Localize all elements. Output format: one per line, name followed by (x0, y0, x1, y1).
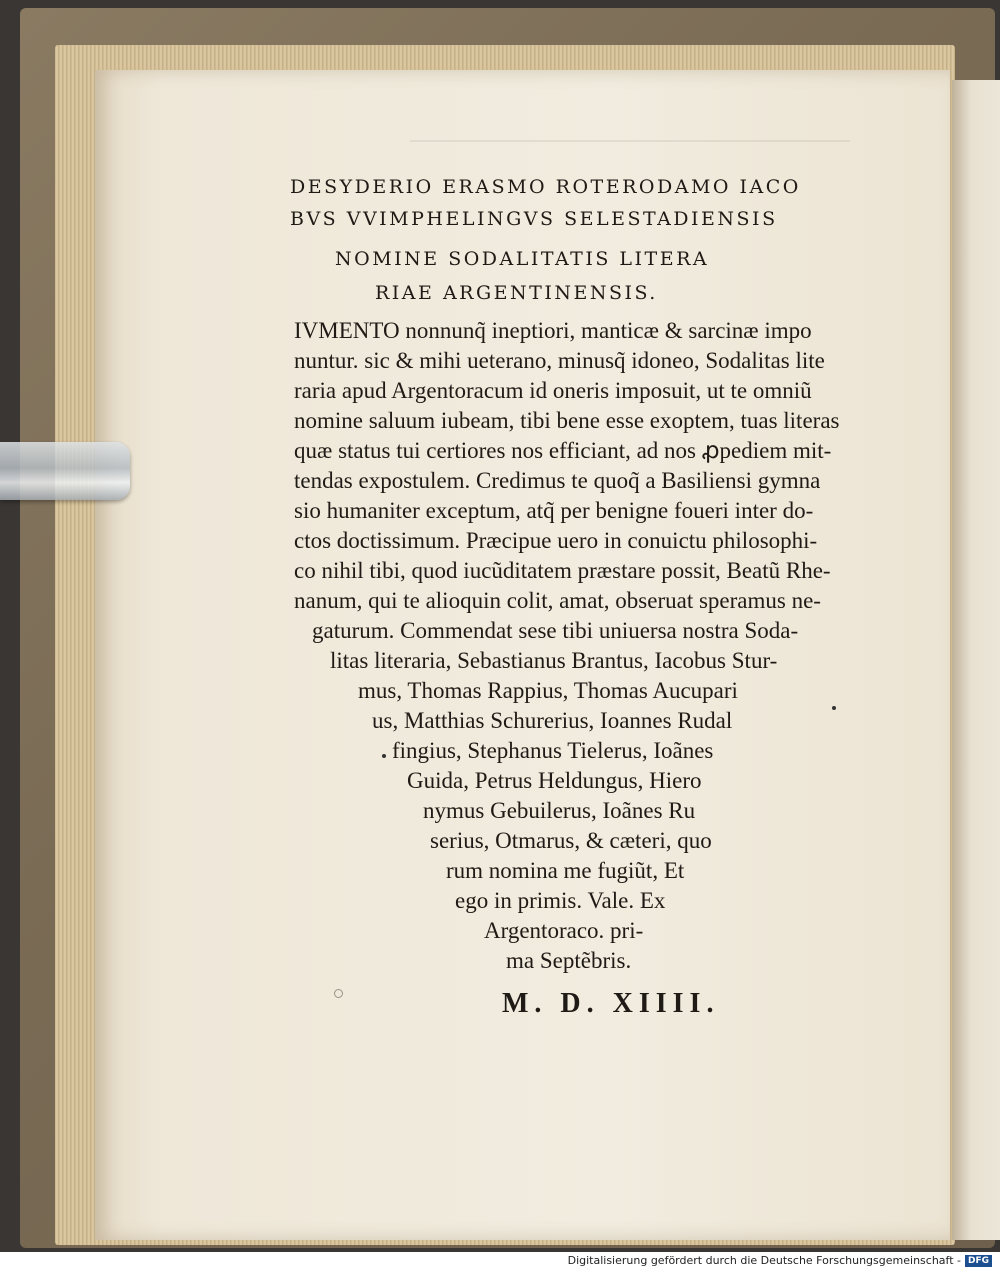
body-line-1: IVMENTO nonnunq̃ ineptiori, manticæ & sarcinæ impo (294, 318, 812, 343)
body-line-14: us, Matthias Schurerius, Ioannes Rudal (372, 708, 733, 733)
body-line-15: fingius, Stephanus Tielerus, Ioãnes (392, 738, 714, 763)
body-line-21: Argentoraco. pri- (484, 918, 644, 943)
body-line-17: nymus Gebuilerus, Ioãnes Ru (423, 798, 696, 823)
footer-credit: Digitalisierung gefördert durch die Deutsche Forschungsgemeinschaft - (567, 1254, 961, 1267)
show-through-shadow (410, 140, 850, 142)
body-line-19: rum nomina me fugiũt, Et (446, 858, 685, 883)
body-line-8: ctos doctissimum. Præcipue uero in conuictu philosophi- (294, 528, 818, 553)
heading-line-2: BVS VVIMPHELINGVS SELESTADIENSIS (290, 208, 778, 230)
facing-page-edge (952, 80, 1000, 1240)
date-line: M. D. XIIII. (502, 988, 720, 1019)
paper-blemish (334, 989, 343, 998)
heading-line-1: DESYDERIO ERASMO ROTERODAMO IACO (290, 176, 801, 198)
footer-bar (0, 1252, 1000, 1269)
heading-line-3: NOMINE SODALITATIS LITERA (335, 248, 710, 270)
body-line-16: Guida, Petrus Heldungus, Hiero (407, 768, 702, 793)
body-line-7: sio humaniter exceptum, atq̃ per benigne foueri inter do- (294, 498, 814, 523)
heading-line-4: RIAE ARGENTINENSIS. (375, 282, 658, 304)
dfg-logo: DFG (965, 1255, 992, 1267)
body-line-6: tendas expostulem. Credimus te quoq̃ a Basiliensi gymna (294, 468, 821, 493)
body-line-18: serius, Otmarus, & cæteri, quo (430, 828, 712, 853)
body-line-11: gaturum. Commendat sese tibi uniuersa nostra Soda- (312, 618, 799, 643)
body-line-10: nanum, qui te alioquin colit, amat, obseruat speramus ne- (294, 588, 821, 613)
page-clip (0, 442, 130, 500)
body-line-3: raria apud Argentoracum id oneris imposuit, ut te omniũ (294, 378, 812, 403)
ink-speck (382, 754, 386, 758)
body-line-13: mus, Thomas Rappius, Thomas Aucupari (358, 678, 738, 703)
body-line-4: nomine saluum iubeam, tibi bene esse exoptem, tuas literas (294, 408, 840, 433)
body-line-2: nuntur. sic & mihi ueterano, minusq̃ idoneo, Sodalitas lite (294, 348, 825, 373)
body-line-5: quæ status tui certiores nos efficiant, ad nos ꝓpediem mit- (294, 438, 832, 463)
body-line-12: litas literaria, Sebastianus Brantus, Iacobus Stur- (330, 648, 778, 673)
ink-speck (832, 706, 836, 710)
body-line-20: ego in primis. Vale. Ex (455, 888, 666, 913)
body-line-9: co nihil tibi, quod iucũditatem præstare possit, Beatũ Rhe- (294, 558, 831, 583)
body-line-22: ma Septẽbris. (506, 948, 632, 973)
